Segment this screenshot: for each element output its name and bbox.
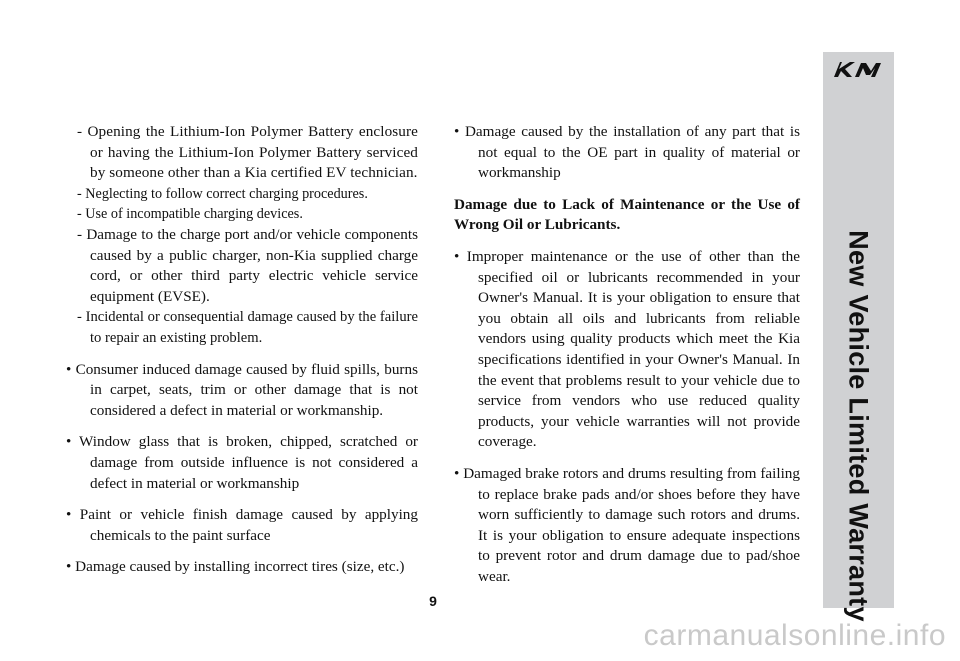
- bullet-item: • Improper maintenance or the use of other than the specified oil or lubricants recommended in your Owner's Manual. It is your obligation to ensure that you obtain all oils and lubricants from reliable vendors using quality products which meet the Kia specifications identified in your Owner's Manual. In the event that problems result to your vehicle due to service from vendors who use reduced quality products, your vehicle warranties will not provide coverage.: [454, 247, 800, 451]
- section-title: New Vehicle Limited Warranty: [843, 230, 874, 622]
- bullet-item: • Damage caused by installing incorrect tires (size, etc.): [66, 558, 405, 576]
- right-column: [454, 122, 800, 587]
- dash-item: - Opening the Lithium-Ion Polymer Battery enclosure or having the Lithium-Ion Polymer Battery serviced by someone other than a Kia certified EV technician.: [77, 123, 418, 182]
- left-column: [66, 122, 418, 578]
- page-number: 9: [429, 593, 437, 609]
- bullet-item: • Window glass that is broken, chipped, scratched or damage from outside influence is not considered a defect in material or workmanship: [66, 433, 418, 492]
- bullet-item: • Damage caused by the installation of any part that is not equal to the OE part in quality of material or workmanship: [454, 123, 800, 182]
- dash-item: - Incidental or consequential damage caused by the failure to repair an existing problem.: [77, 309, 418, 346]
- sidebar-tab: [823, 52, 894, 622]
- bullet-item: • Paint or vehicle finish damage caused by applying chemicals to the paint surface: [66, 506, 418, 544]
- kia-logo-icon: [831, 58, 887, 80]
- bullet-item: • Damaged brake rotors and drums resulting from failing to replace brake pads and/or shoes before they have worn sufficiently to damage such rotors and drums. It is your obligation to ensure adequate inspections to prevent rotor and drum damage due to pad/shoe wear.: [454, 464, 800, 585]
- dash-item: - Neglecting to follow correct charging procedures.: [77, 185, 368, 202]
- bullet-item: • Consumer induced damage caused by fluid spills, burns in carpet, seats, trim or other damage that is not considered a defect in material or workmanship.: [66, 360, 418, 419]
- watermark: carmanualsonline.info: [643, 619, 946, 652]
- dash-item: - Use of incompatible charging devices.: [77, 206, 303, 223]
- dash-item: - Damage to the charge port and/or vehicle components caused by a public charger, non-Kia supplied charge cord, or other third party electric vehicle service equipment (EVSE).: [77, 225, 418, 305]
- section-heading: Damage due to Lack of Maintenance or the Use of Wrong Oil or Lubricants.: [454, 195, 800, 234]
